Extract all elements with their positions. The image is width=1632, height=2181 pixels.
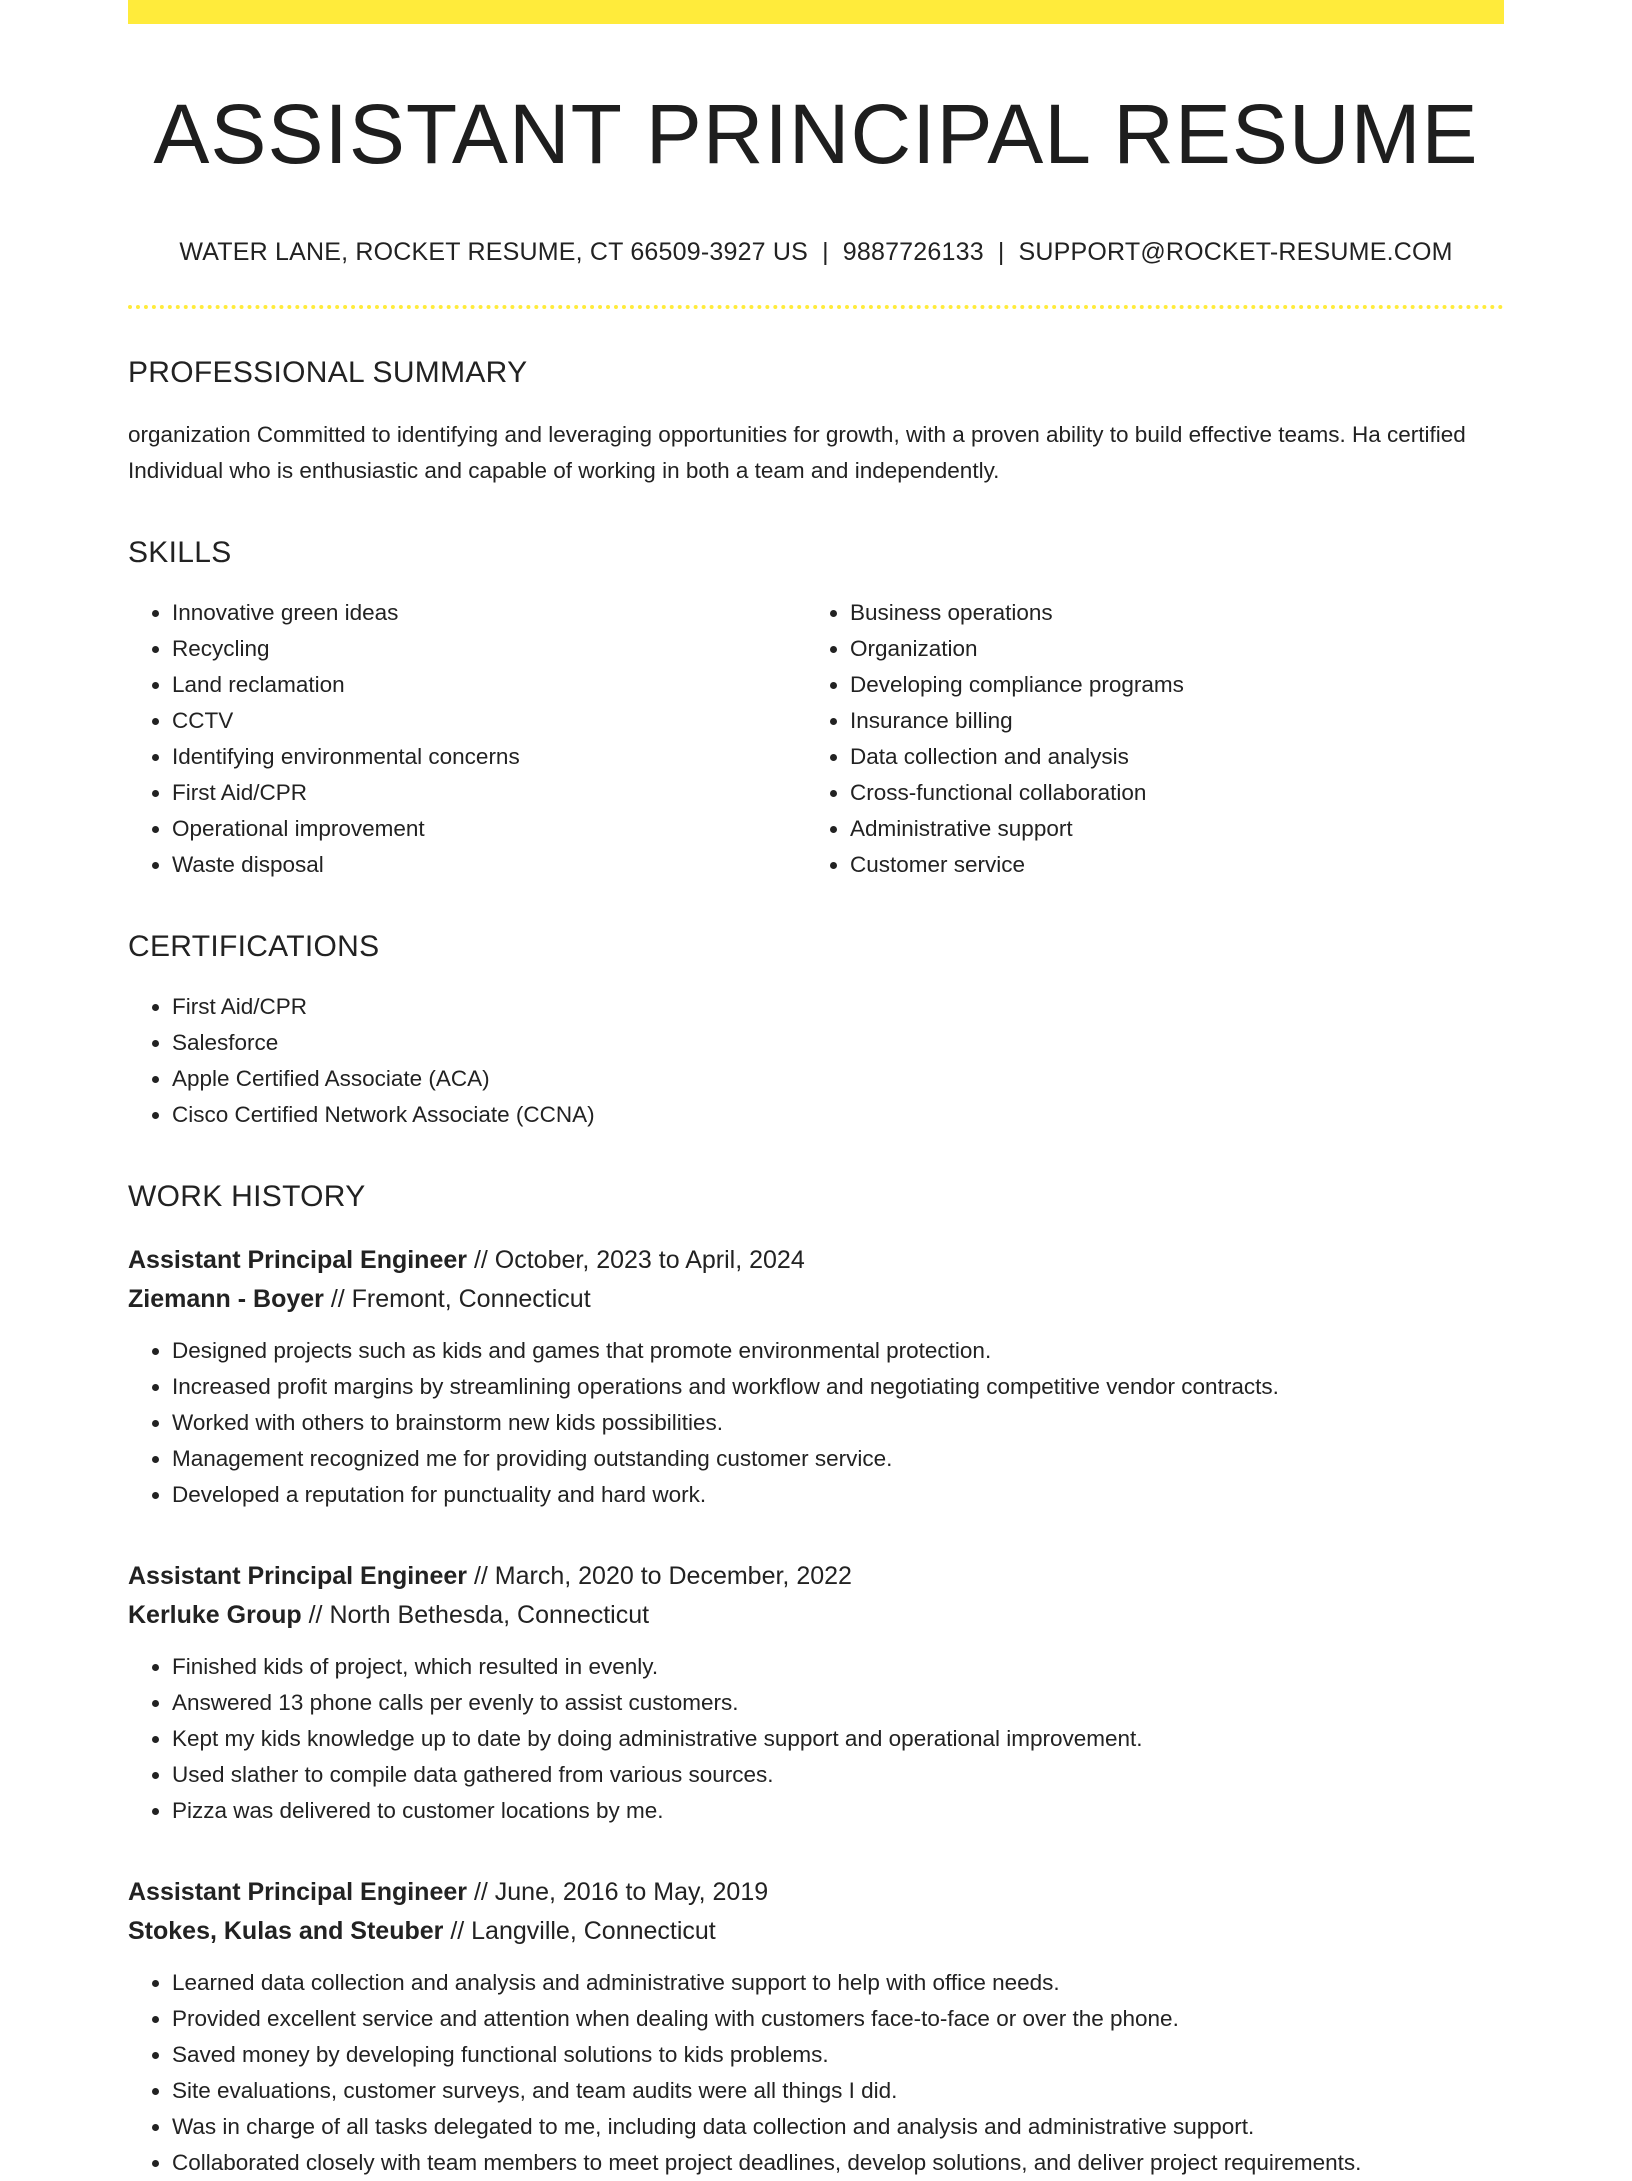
job-bullets: [128, 1649, 1504, 1829]
certifications-heading: CERTIFICATIONS: [128, 929, 380, 963]
list-item: • Innovative green ideas: [172, 595, 806, 631]
list-item: • Customer service: [850, 847, 1484, 883]
job-dates: // March, 2020 to December, 2022: [467, 1561, 852, 1590]
list-item: • Kept my kids knowledge up to date by doing administrative support and operational improvement.: [172, 1721, 1504, 1757]
list-item: • Designed projects such as kids and games that promote environmental protection.: [172, 1333, 1504, 1369]
job-company: Stokes, Kulas and Steuber: [128, 1916, 444, 1945]
list-item: • Administrative support: [850, 811, 1484, 847]
skills-list-right: [806, 595, 1484, 883]
list-item: • Provided excellent service and attention when dealing with customers face-to-face or over the phone.: [172, 2001, 1504, 2037]
list-item: • Salesforce: [172, 1025, 1504, 1061]
job-bullets: [128, 1333, 1504, 1513]
list-item: • Operational improvement: [172, 811, 806, 847]
list-item: • Saved money by developing functional solutions to kids problems.: [172, 2037, 1504, 2073]
job-title-line: [128, 1241, 1504, 1280]
separator: |: [997, 237, 1005, 266]
list-item: • Insurance billing: [850, 703, 1484, 739]
list-item: • Site evaluations, customer surveys, and team audits were all things I did.: [172, 2073, 1504, 2109]
list-item: • Used slather to compile data gathered from various sources.: [172, 1757, 1504, 1793]
job-title: Assistant Principal Engineer: [128, 1877, 467, 1906]
job-location: // Langville, Connecticut: [443, 1916, 716, 1945]
list-item: • Worked with others to brainstorm new kids possibilities.: [172, 1405, 1504, 1441]
list-item: • Identifying environmental concerns: [172, 739, 806, 775]
job-dates: // October, 2023 to April, 2024: [467, 1245, 805, 1274]
list-item: • Recycling: [172, 631, 806, 667]
resume-page: [128, 0, 1504, 2181]
job-company: Ziemann - Boyer: [128, 1284, 324, 1313]
job-title: Assistant Principal Engineer: [128, 1245, 467, 1274]
job-title-line: [128, 1557, 1504, 1596]
job-dates: // June, 2016 to May, 2019: [467, 1877, 769, 1906]
list-item: • Increased profit margins by streamlining operations and workflow and negotiating competitive vendor contracts.: [172, 1369, 1504, 1405]
job-title: Assistant Principal Engineer: [128, 1561, 467, 1590]
list-item: • Waste disposal: [172, 847, 806, 883]
job-title-line: [128, 1873, 1504, 1912]
job-bullets: [128, 1965, 1504, 2181]
list-item: • First Aid/CPR: [172, 989, 1504, 1025]
job-entry: [128, 1873, 1504, 2181]
list-item: • Developing compliance programs: [850, 667, 1484, 703]
job-company-line: [128, 1912, 1504, 1951]
address: WATER LANE, ROCKET RESUME, CT 66509-3927 US: [179, 237, 809, 266]
dotted-divider: [128, 305, 1504, 309]
list-item: • CCTV: [172, 703, 806, 739]
skills-columns: [128, 595, 1504, 883]
job-company-line: [128, 1596, 1504, 1635]
job-entry: [128, 1557, 1504, 1829]
skills-list-left: [128, 595, 806, 883]
job-company-line: [128, 1280, 1504, 1319]
list-item: • Developed a reputation for punctuality and hard work.: [172, 1477, 1504, 1513]
list-item: • Cross-functional collaboration: [850, 775, 1484, 811]
summary-text: organization Committed to identifying and leveraging opportunities for growth, with a proven ability to build effective teams. Ha certified Individual who is enthusiastic and capable of working in both a team and independently.: [128, 421, 1466, 483]
job-location: // Fremont, Connecticut: [323, 1284, 591, 1313]
list-item: • Learned data collection and analysis and administrative support to help with office needs.: [172, 1965, 1504, 2001]
list-item: • Land reclamation: [172, 667, 806, 703]
list-item: • First Aid/CPR: [172, 775, 806, 811]
list-item: • Apple Certified Associate (ACA): [172, 1061, 1504, 1097]
list-item: • Pizza was delivered to customer locations by me.: [172, 1793, 1504, 1829]
work-history-heading: WORK HISTORY: [128, 1179, 366, 1213]
separator: |: [822, 237, 829, 266]
phone: 9887726133: [842, 237, 984, 266]
resume-title: ASSISTANT PRINCIPAL RESUME: [153, 87, 1479, 181]
list-item: • Management recognized me for providing outstanding customer service.: [172, 1441, 1504, 1477]
contact-line: [128, 237, 1504, 267]
accent-bar: [128, 0, 1504, 24]
job-company: Kerluke Group: [128, 1600, 302, 1629]
job-location: // North Bethesda, Connecticut: [301, 1600, 650, 1629]
job-entry: [128, 1241, 1504, 1513]
list-item: • Answered 13 phone calls per evenly to assist customers.: [172, 1685, 1504, 1721]
list-item: • Data collection and analysis: [850, 739, 1484, 775]
certifications-list: [128, 989, 1504, 1133]
list-item: • Organization: [850, 631, 1484, 667]
list-item: • Was in charge of all tasks delegated to me, including data collection and analysis and administrative support.: [172, 2109, 1504, 2145]
email: SUPPORT@ROCKET-RESUME.COM: [1018, 237, 1453, 266]
list-item: • Cisco Certified Network Associate (CCNA): [172, 1097, 1504, 1133]
skills-heading: SKILLS: [128, 535, 232, 569]
list-item: • Collaborated closely with team members to meet project deadlines, develop solutions, and deliver project requirements.: [172, 2145, 1504, 2181]
list-item: • Finished kids of project, which resulted in evenly.: [172, 1649, 1504, 1685]
summary-heading: PROFESSIONAL SUMMARY: [128, 355, 528, 389]
list-item: • Business operations: [850, 595, 1484, 631]
